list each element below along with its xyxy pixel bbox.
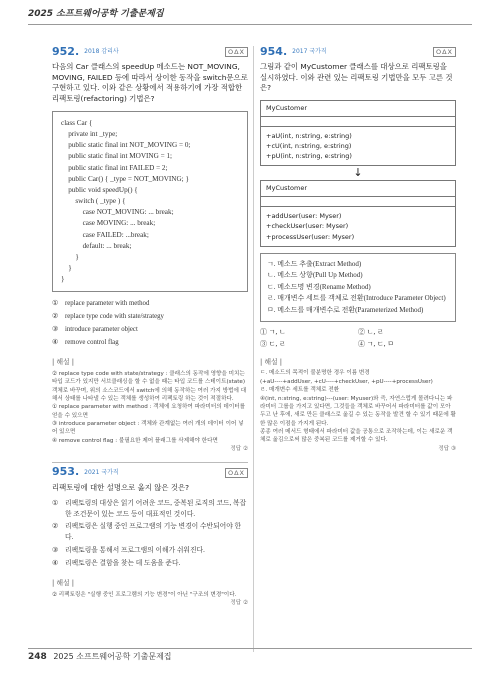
option-2: ② ㄴ, ㄹ	[358, 328, 384, 337]
question-text: 다음의 Car 클래스의 speedUp 메소드는 NOT_MOVING, MOVING, FAILED 등에 따라서 상이한 동작을 switch문으로 구현하고 있다. 이와 같은 상황에서 적용하기에 가장 적합한 리팩토링(refactoring) 기법은?	[52, 62, 248, 104]
answer-options	[52, 499, 248, 571]
question-source: 2018 감리사	[84, 48, 119, 56]
uml-class-after	[260, 180, 456, 246]
explanation-line: ③ introduce parameter object : 객체와 관계없는 여러 개의 데이터 이어 넣어 있으면	[52, 421, 244, 436]
uml-methods: +addUser(user: Myser) +checkUser(user: Myser) +processUser(user: Myser)	[266, 212, 355, 241]
footer-divider	[28, 648, 472, 649]
check-mark-box: OΔX	[225, 47, 248, 57]
question-953	[52, 462, 248, 608]
explanation	[52, 358, 248, 454]
question-954	[260, 46, 456, 453]
uml-class-name: MyCustomer	[261, 181, 455, 197]
uml-class-before	[260, 100, 456, 166]
explanation-line: ㄹ. 매개변수 세트를 객체로 전환	[260, 387, 340, 394]
choice-box	[260, 253, 456, 323]
header-title: 2025 소프트웨어공학 기출문제집	[28, 9, 164, 19]
down-arrow-icon: ↓	[353, 166, 363, 180]
check-mark-box: OΔX	[225, 468, 248, 478]
question-number: 954.	[260, 44, 288, 58]
explanation-line: ④ remove control flag : 불필요한 제어 플래그를 삭제해야 한다면	[52, 437, 218, 444]
uml-class-name: MyCustomer	[261, 101, 455, 117]
question-text: 리팩토링에 대한 설명으로 옳지 않은 것은?	[52, 482, 190, 492]
option-1: ① replace parameter with method	[52, 300, 150, 308]
page-number: 248	[28, 652, 47, 662]
explanation	[260, 358, 456, 454]
option-3: ③ ㄷ, ㄹ	[260, 340, 286, 349]
column-divider	[253, 46, 254, 652]
page-footer	[28, 652, 172, 664]
answer-label: 정답 ②	[230, 446, 248, 453]
explanation-line: ㄷ. 메소드의 목적이 불분명한 경우 이름 변경	[260, 370, 370, 377]
page-header	[0, 0, 500, 30]
right-column	[260, 46, 456, 453]
option-1: ① 리팩토링의 대상은 읽기 어려운 코드, 중복된 로직의 코드, 복잡한 조건문이 있는 코드 등이 대표적인 것이다.	[52, 500, 247, 518]
explanation-line: (+aU----+addUser, +cU----+checkUser, +pU----+processUser)	[260, 378, 433, 385]
question-source: 2021 국가직	[84, 468, 119, 476]
answer-label: 정답 ③	[438, 445, 456, 452]
explanation-line: 종종 여러 메서드 형태에서 파라미터 값을 공통으로 조작하는데, 이는 새로운 객체로 옮김으로써 많은 중복된 코드를 제거할 수 있다.	[260, 429, 453, 444]
option-4: ④ 리팩토링은 결함을 찾는 데 도움을 준다.	[52, 560, 181, 568]
question-source: 2017 국가직	[292, 48, 327, 56]
check-mark-box: OΔX	[433, 47, 456, 57]
option-3: ③ 리팩토링을 통해서 프로그램의 이해가 쉬워진다.	[52, 547, 205, 555]
header-divider	[28, 24, 472, 25]
explanation-line: ② 리팩토링은 "실행 중인 프로그램의 기능 변경"이 아닌 "구조의 변경"이다.	[52, 592, 237, 599]
explanation	[52, 579, 248, 607]
choice-item: ㅁ. 메소드를 매개변수로 전환(Parameterized Method)	[267, 305, 424, 314]
option-2: ② replace type code with state/strategy	[52, 313, 164, 321]
option-2: ② 리팩토링은 실행 중인 프로그램의 기능 변경이 수반되어야 한다.	[52, 523, 242, 541]
question-number: 952.	[52, 44, 80, 58]
explanation-line: ④(int, n:string, e:string)---(user: Myuser)와 즉, 자연스럽게 몰려다니는 파라미터 그룹을 가지고 있다면, 그것들을 객체로 바꾸어서 파라미터를 값이 모아두고 난 후에, 새로 만든 클래스로 옮길 수 있는 동작을 발견 할 수 있기 때문에 활한 많은 이점을 가지게 된다.	[260, 395, 456, 427]
option-4: ④ ㄱ, ㄷ, ㅁ	[358, 340, 395, 349]
question-number: 953.	[52, 465, 80, 479]
choice-item: ㄹ. 매개변수 세트를 객체로 전환(Introduce Parameter Object)	[267, 294, 446, 303]
uml-methods: +aU(int, n:string, e:string) +cU(int, n:string, e:string) +pU(int, n:string, e:string)	[266, 132, 352, 161]
uml-attributes	[261, 197, 455, 207]
question-952	[52, 46, 248, 454]
explanation-heading: | 해설 |	[52, 357, 75, 366]
answer-options	[52, 298, 248, 350]
question-text: 그림과 같이 MyCustomer 클래스를 대상으로 리팩토링을 실시하였다. 이와 관련 있는 리팩토링 기법만을 모두 고른 것은?	[260, 62, 453, 93]
left-column	[52, 46, 248, 608]
option-4: ④ remove control flag	[52, 339, 119, 346]
option-1: ① ㄱ, ㄴ	[260, 328, 286, 337]
footer-title: 2025 소프트웨어공학 기출문제집	[53, 652, 172, 661]
code-block: class Car { private int _type; public static final int NOT_MOVING = 0; public static final int MOVING = 1; public static final int FAILED = 2; public Car() { _type = NOT_MOVING; } public void speedUp() { switch ( _type ) { case NOT_MOVING: ... break; case MOVING: ... break; case FAILED: ...break; default: ... break; } } }	[52, 111, 248, 292]
explanation-heading: | 해설 |	[260, 357, 283, 366]
answer-options	[260, 328, 456, 349]
explanation-line: ① replace parameter with method : 객체에 요청하여 파라미터의 데이터를 얻을 수 있으면	[52, 404, 246, 419]
explanation-line: ② replace type code with state/strategy : 클래스의 동작에 영향을 미치는 타입 코드가 있지만 서브클래싱을 할 수 없을 때는 타입 코드를 스테이트(state) 객체로 바꾸며, 위의 소스코드에서 switch에 의해 동작하는 여러 가지 방법에 대해서 상태를 나타낼 수 있는 객체를 생성하여 리팩토링 하는 것이 적절하다.	[52, 370, 247, 402]
answer-label: 정답 ②	[230, 600, 248, 607]
option-3: ③ introduce parameter object	[52, 326, 138, 334]
choice-item: ㄴ. 메소드 상향(Pull Up Method)	[267, 271, 363, 280]
choice-item: ㄷ. 메소드명 변경(Rename Method)	[267, 282, 371, 291]
explanation-heading: | 해설 |	[52, 579, 75, 588]
choice-item: ㄱ. 메소드 추출(Extract Method)	[267, 259, 362, 268]
uml-attributes	[261, 117, 455, 127]
